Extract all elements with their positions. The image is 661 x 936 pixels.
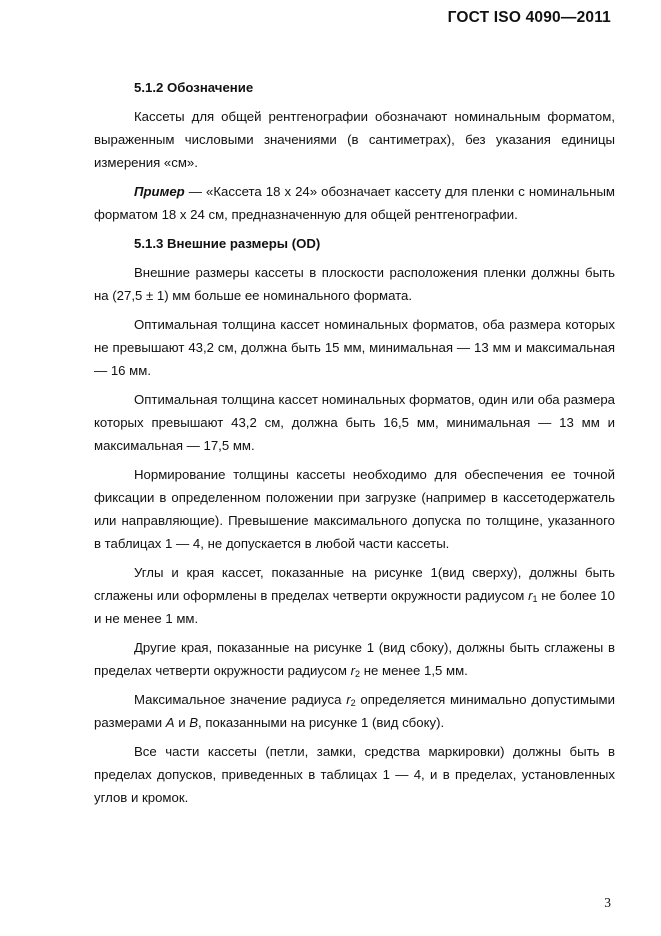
text-run: не более 10 и не менее 1 мм. xyxy=(94,588,615,626)
variable-r: r xyxy=(346,692,351,707)
text-run: определяется минимально допустимыми размерами xyxy=(94,692,615,730)
document-body xyxy=(94,76,615,809)
paragraph: Внешние размеры кассеты в плоскости расположения пленки должны быть на (27,5 ± 1) мм больше ее номинального формата. xyxy=(94,265,615,303)
text-run: Углы и края кассет, показанные на рисунке 1(вид сверху), должны быть сглажены или оформлены в пределах четверти окружности радиусом xyxy=(94,565,615,603)
example-label: Пример xyxy=(134,184,185,199)
paragraph xyxy=(94,636,615,682)
variable-B: B xyxy=(189,715,199,730)
paragraph: Оптимальная толщина кассет номинальных форматов, оба размера которых не превышают 43,2 см, должна быть 15 мм, минимальная — 13 мм и максимальная — 16 мм. xyxy=(94,317,615,378)
text-run: , показанными на рисунке 1 (вид сбоку). xyxy=(198,715,445,730)
paragraph: Нормирование толщины кассеты необходимо для обеспечения ее точной фиксации в определенном положении при загрузке (например в кассетодержатель или направляющие). Превышение максимального допуска по толщине, указанного в таблицах 1 — 4, не допускается в любой части кассеты. xyxy=(94,467,615,551)
paragraph: Все части кассеты (петли, замки, средства маркировки) должны быть в пределах допусков, приведенных в таблицах 1 — 4, и в пределах, установленных углов и кромок. xyxy=(94,744,615,805)
text-run: и xyxy=(174,715,190,730)
paragraph: Оптимальная толщина кассет номинальных форматов, один или оба размера которых превышают 43,2 см, должна быть 16,5 мм, минимальная — 13 мм и максимальная — 17,5 мм. xyxy=(94,392,615,453)
subscript: 2 xyxy=(350,698,356,708)
subscript: 2 xyxy=(355,669,361,679)
page-number: 3 xyxy=(604,895,611,910)
section-heading-5-1-2: 5.1.2 Обозначение xyxy=(134,80,254,95)
text-run: Другие края, показанные на рисунке 1 (вид сбоку), должны быть сглажены в пределах четверти окружности радиусом xyxy=(94,640,615,678)
paragraph: Кассеты для общей рентгенографии обозначают номинальным форматом, выраженным числовыми значениями (в сантиметрах), без указания единицы измерения «см». xyxy=(94,109,615,170)
paragraph xyxy=(94,688,615,734)
document-header: ГОСТ ISO 4090—2011 xyxy=(447,9,611,26)
text-run: не менее 1,5 мм. xyxy=(360,663,468,678)
example-text: — «Кассета 18 x 24» обозначает кассету для пленки с номинальным форматом 18 x 24 см, предназначенную для общей рентгенографии. xyxy=(94,184,615,222)
paragraph xyxy=(94,561,615,630)
subscript: 1 xyxy=(532,594,538,604)
section-heading-5-1-3: 5.1.3 Внешние размеры (OD) xyxy=(134,236,321,251)
variable-r: r xyxy=(350,663,356,678)
example-paragraph xyxy=(94,180,615,226)
variable-A: A xyxy=(165,715,175,730)
text-run: Максимальное значение радиуса xyxy=(134,692,347,707)
variable-r: r xyxy=(528,588,533,603)
